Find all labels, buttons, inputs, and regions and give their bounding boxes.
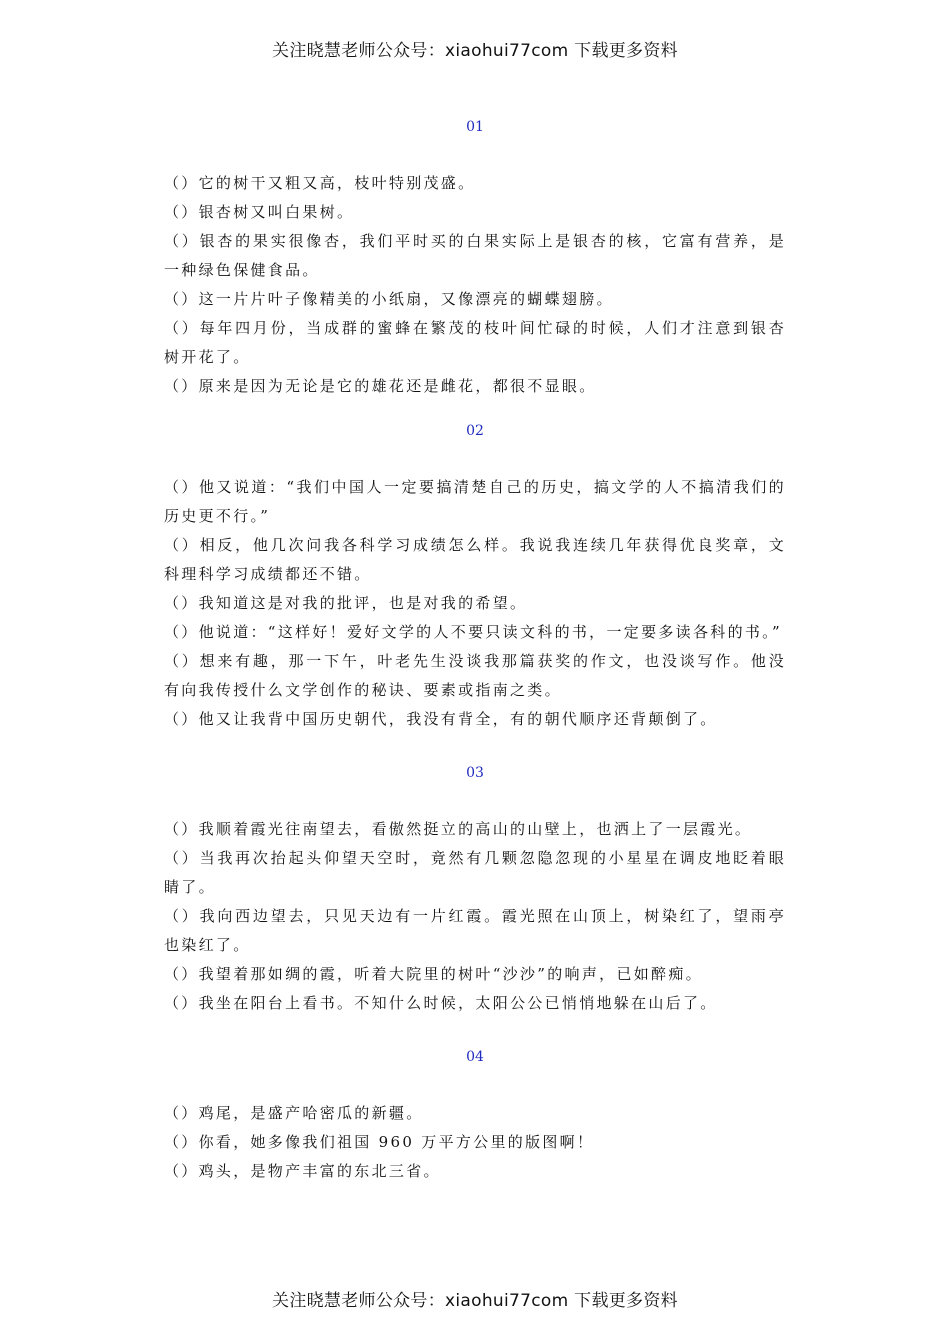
section-heading: 03 — [466, 765, 484, 781]
section-02 — [164, 416, 786, 734]
sentence-item: （）相反，他几次问我各科学习成绩怎么样。我说我连续几年获得优良奖章，文科理科学习成绩都还不错。 — [164, 536, 786, 583]
section-heading: 04 — [466, 1049, 484, 1065]
sentence-item: （）他说道：“这样好！爱好文学的人不要只读文科的书，一定要多读各科的书。” — [164, 623, 782, 641]
sentence-item: （）我顺着霞光往南望去，看傲然挺立的高山的山壁上，也洒上了一层霞光。 — [164, 820, 753, 838]
sentence-list — [164, 815, 786, 1018]
sentence-list — [164, 1099, 786, 1186]
section-04 — [164, 1042, 786, 1186]
sentence-item: （）银杏的果实很像杏，我们平时买的白果实际上是银杏的核，它富有营养，是一种绿色保健食品。 — [164, 232, 786, 279]
sentence-list — [164, 169, 786, 401]
sentence-item: （）当我再次抬起头仰望天空时，竟然有几颗忽隐忽现的小星星在调皮地眨着眼睛了。 — [164, 849, 786, 896]
footer-banner: 关注晓慧老师公众号：xiaohui77com 下载更多资料 — [272, 1291, 678, 1311]
section-heading: 02 — [466, 423, 484, 439]
sentence-item: （）鸡头，是物产丰富的东北三省。 — [164, 1162, 441, 1180]
document-body — [164, 112, 786, 1186]
sentence-item: （）想来有趣，那一下午，叶老先生没谈我那篇获奖的作文，也没谈写作。他没有向我传授什么文学创作的秘诀、要素或指南之类。 — [164, 652, 786, 699]
sentence-item: （）它的树干又粗又高，枝叶特别茂盛。 — [164, 174, 476, 192]
header-banner: 关注晓慧老师公众号：xiaohui77com 下载更多资料 — [272, 41, 678, 61]
sentence-item: （）我向西边望去，只见天边有一片红霞。霞光照在山顶上，树染红了，望雨亭也染红了。 — [164, 907, 786, 954]
section-01 — [164, 112, 786, 401]
sentence-item: （）他又让我背中国历史朝代，我没有背全，有的朝代顺序还背颠倒了。 — [164, 710, 718, 728]
sentence-item: （）银杏树又叫白果树。 — [164, 203, 355, 221]
sentence-item: （）鸡尾，是盛产哈密瓜的新疆。 — [164, 1104, 424, 1122]
sentence-item: （）我坐在阳台上看书。不知什么时候，太阳公公已悄悄地躲在山后了。 — [164, 994, 718, 1012]
sentence-item: （）每年四月份，当成群的蜜蜂在繁茂的枝叶间忙碌的时候，人们才注意到银杏树开花了。 — [164, 319, 786, 366]
sentence-item: （）我望着那如绸的霞，听着大院里的树叶“沙沙”的响声，已如醉痴。 — [164, 965, 703, 983]
sentence-item: （）你看，她多像我们祖国 960 万平方公里的版图啊！ — [164, 1133, 595, 1151]
section-03 — [164, 758, 786, 1018]
sentence-item: （）他又说道：“我们中国人一定要搞清楚自己的历史，搞文学的人不搞清我们的历史更不行。” — [164, 478, 786, 525]
sentence-item: （）原来是因为无论是它的雄花还是雌花，都很不显眼。 — [164, 377, 597, 395]
sentence-item: （）这一片片叶子像精美的小纸扇，又像漂亮的蝴蝶翅膀。 — [164, 290, 614, 308]
sentence-item: （）我知道这是对我的批评，也是对我的希望。 — [164, 594, 528, 612]
section-heading: 01 — [466, 119, 484, 135]
sentence-list — [164, 473, 786, 734]
